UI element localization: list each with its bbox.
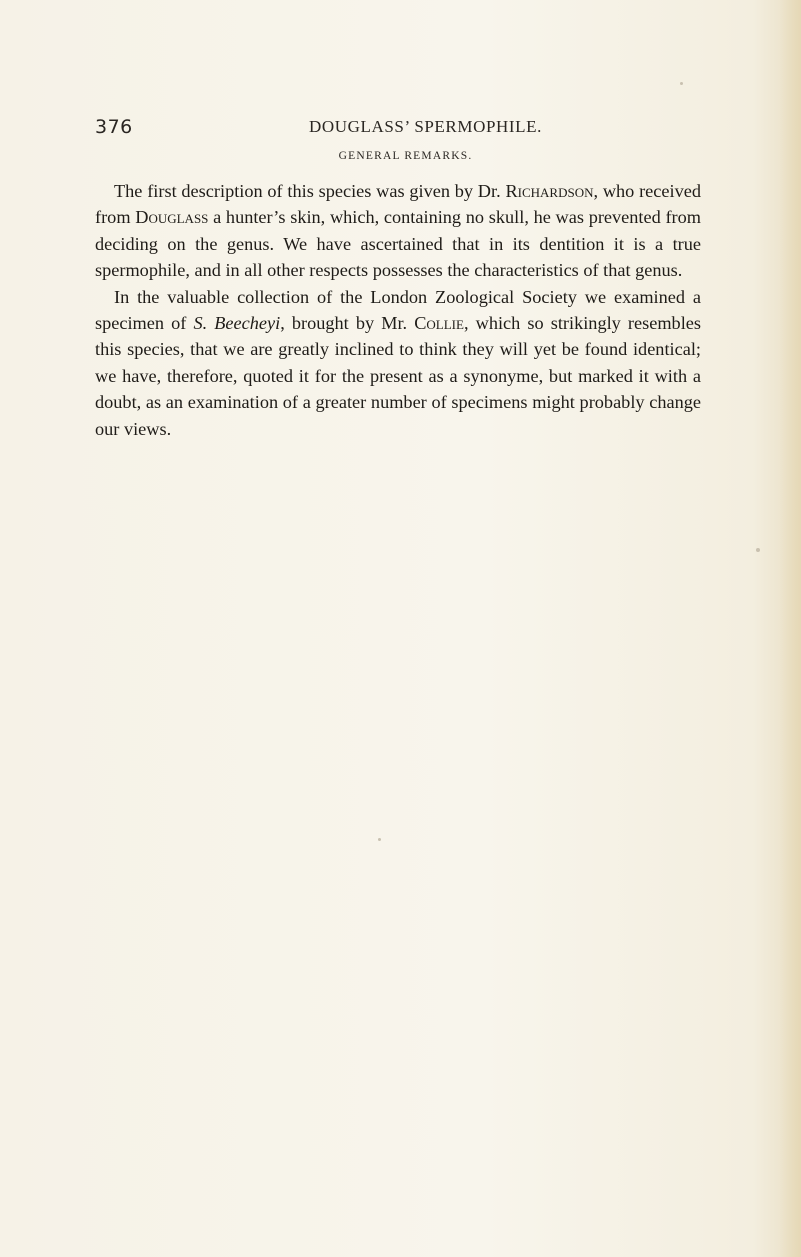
paragraph-1-text: a hunter’s skin, which, containing no skull, he was prevented from deciding on the genus. We have ascertained that in its dentition it is a true spermophile, and in all other respects possesses the characteristics of that genus.	[95, 207, 702, 281]
author-name-douglass: Douglass	[135, 207, 209, 228]
paper-speck	[378, 838, 381, 841]
running-title: DOUGLASS’ SPERMOPHILE.	[309, 117, 542, 136]
paper-speck	[756, 548, 760, 552]
section-heading: GENERAL REMARKS.	[338, 150, 473, 162]
species-name: S. Beecheyi	[193, 313, 281, 334]
body-text	[95, 178, 701, 442]
page-number: 376	[95, 116, 133, 138]
paragraph-2-text: , brought by Mr.	[280, 313, 415, 334]
person-name-collie: Collie	[414, 313, 464, 334]
paragraph-2-text: In the valuable collection of the London Zoological Society we examined a specimen of	[95, 286, 701, 334]
paragraph-1	[95, 178, 701, 284]
paragraph-2-text: , which so strikingly resembles this species, that we are greatly inclined to think they will yet be found identical; we have, therefore, quoted it for the present as a synonyme, but marked it with a doubt, as an examination of a greater number of specimens might probably change our views.	[95, 313, 701, 439]
paper-speck	[680, 82, 683, 85]
paragraph-1-text: , who received from	[95, 181, 701, 228]
paragraph-2	[95, 284, 701, 442]
page-edge-shading	[779, 0, 801, 1257]
paragraph-1-text: The first description of this species was given by Dr.	[114, 181, 506, 201]
running-head	[95, 116, 700, 140]
author-name-richardson: Richardson	[505, 181, 594, 201]
